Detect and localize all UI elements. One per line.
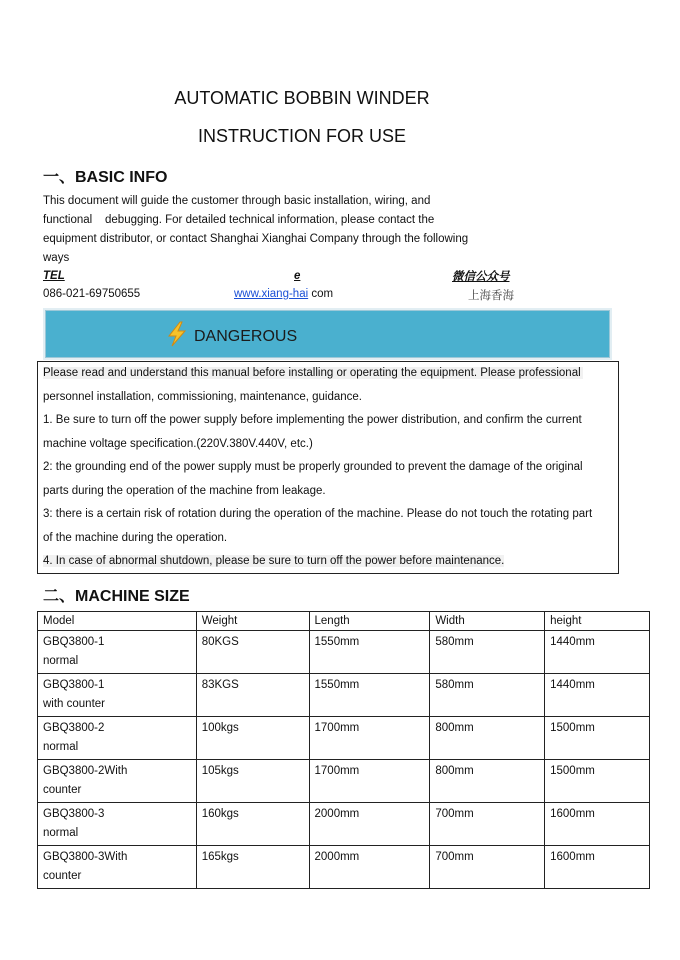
weight-cell: 160kgs xyxy=(196,803,309,846)
width-cell: 580mm xyxy=(430,674,545,717)
model-variant: normal xyxy=(43,655,79,667)
weight-cell: 105kgs xyxy=(196,760,309,803)
paragraph-line: equipment distributor, or contact Shanghai Xianghai Company through the following xyxy=(43,233,469,245)
model-name: GBQ3800-2 xyxy=(43,722,105,734)
warning-line: 4. In case of abnormal shutdown, please be sure to turn off the power before maintenance. xyxy=(43,555,505,567)
table-row xyxy=(38,631,650,674)
warning-line: personnel installation, commissioning, maintenance, guidance. xyxy=(43,391,362,403)
height-cell: 1600mm xyxy=(545,846,650,889)
tel-value: 086-021-69750655 xyxy=(43,288,141,300)
warning-line: 1. Be sure to turn off the power supply before implementing the power distribution, and confirm the current xyxy=(43,414,582,426)
warning-line: Please read and understand this manual before installing or operating the equipment. Please professional xyxy=(43,367,583,379)
section-heading-basic-info: 一、BASIC INFO xyxy=(43,169,168,186)
model-name: GBQ3800-3 xyxy=(43,808,105,820)
warning-line: 3: there is a certain risk of rotation during the operation of the machine. Please do not touch the rotating part xyxy=(43,508,593,520)
model-name: GBQ3800-1 xyxy=(43,679,105,691)
column-header: Weight xyxy=(196,612,309,631)
doc-title: AUTOMATIC BOBBIN WINDER xyxy=(174,88,430,108)
machine-size-table xyxy=(37,611,650,889)
model-cell xyxy=(38,803,197,846)
lightning-icon xyxy=(164,321,190,347)
website-link[interactable]: www.xiang-hai xyxy=(234,288,309,300)
length-cell: 1700mm xyxy=(309,717,430,760)
width-cell: 800mm xyxy=(430,717,545,760)
model-variant: counter xyxy=(43,870,82,882)
length-cell: 2000mm xyxy=(309,846,430,889)
height-cell: 1600mm xyxy=(545,803,650,846)
model-variant: normal xyxy=(43,741,79,753)
column-header: Model xyxy=(38,612,197,631)
table-row xyxy=(38,803,650,846)
doc-subtitle: INSTRUCTION FOR USE xyxy=(197,126,406,146)
length-cell: 2000mm xyxy=(309,803,430,846)
column-header: Length xyxy=(309,612,430,631)
wechat-value: 上海香海 xyxy=(468,288,514,302)
table-row xyxy=(38,760,650,803)
table-header-row xyxy=(38,612,650,631)
tel-label: TEL xyxy=(43,270,65,282)
basic-info-paragraph xyxy=(43,192,503,268)
table-row xyxy=(38,846,650,889)
model-variant: normal xyxy=(43,827,79,839)
model-cell xyxy=(38,674,197,717)
model-cell xyxy=(38,631,197,674)
warning-line: machine voltage specification.(220V.380V.440V, etc.) xyxy=(43,438,313,450)
model-name: GBQ3800-3With xyxy=(43,851,128,863)
danger-label: DANGEROUS xyxy=(194,328,298,345)
table-row xyxy=(38,717,650,760)
table-row xyxy=(38,674,650,717)
website xyxy=(234,288,333,300)
paragraph-line: functional debugging. For detailed technical information, please contact the xyxy=(43,214,435,226)
height-cell: 1500mm xyxy=(545,760,650,803)
paragraph-line: ways xyxy=(43,252,70,264)
weight-cell: 80KGS xyxy=(196,631,309,674)
model-cell xyxy=(38,846,197,889)
model-cell xyxy=(38,760,197,803)
column-header: Width xyxy=(430,612,545,631)
website-suffix: com xyxy=(308,288,334,300)
model-cell xyxy=(38,717,197,760)
height-cell: 1440mm xyxy=(545,631,650,674)
width-cell: 700mm xyxy=(430,803,545,846)
weight-cell: 100kgs xyxy=(196,717,309,760)
danger-banner xyxy=(45,310,610,358)
wechat-label: 微信公众号 xyxy=(452,269,510,283)
paragraph-line: This document will guide the customer through basic installation, wiring, and xyxy=(43,195,431,207)
section-heading-machine-size: 二、MACHINE SIZE xyxy=(43,588,190,605)
warning-line: of the machine during the operation. xyxy=(43,532,228,544)
length-cell: 1700mm xyxy=(309,760,430,803)
length-cell: 1550mm xyxy=(309,674,430,717)
column-header: height xyxy=(545,612,650,631)
warning-box xyxy=(37,361,619,574)
width-cell: 700mm xyxy=(430,846,545,889)
width-cell: 800mm xyxy=(430,760,545,803)
height-cell: 1440mm xyxy=(545,674,650,717)
height-cell: 1500mm xyxy=(545,717,650,760)
email-label: e xyxy=(294,270,301,282)
weight-cell: 165kgs xyxy=(196,846,309,889)
weight-cell: 83KGS xyxy=(196,674,309,717)
warning-line: parts during the operation of the machine from leakage. xyxy=(43,485,326,497)
model-name: GBQ3800-1 xyxy=(43,636,105,648)
length-cell: 1550mm xyxy=(309,631,430,674)
warning-line: 2: the grounding end of the power supply must be properly grounded to prevent the damage of the original xyxy=(43,461,583,473)
model-variant: with counter xyxy=(43,698,106,710)
width-cell: 580mm xyxy=(430,631,545,674)
model-name: GBQ3800-2With xyxy=(43,765,128,777)
model-variant: counter xyxy=(43,784,82,796)
